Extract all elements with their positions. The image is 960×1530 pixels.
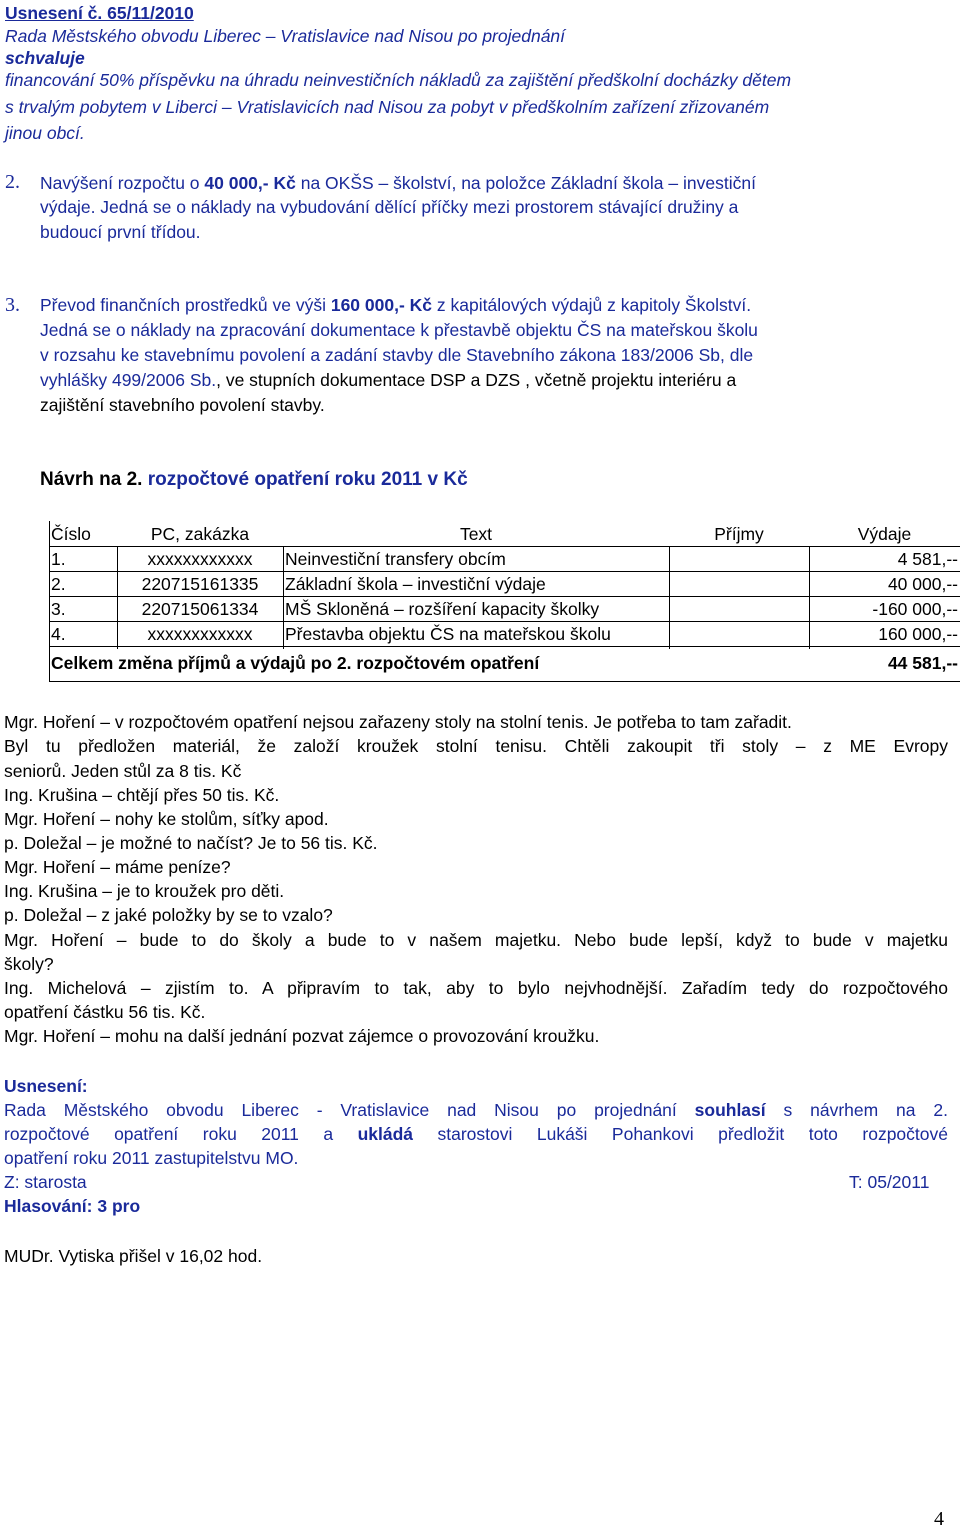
proposal-heading [40, 469, 468, 491]
resolution-line2 [4, 1123, 948, 1145]
resolution-text-line: s trvalým pobytem v Liberci – Vratislavicích nad Nisou za pobyt v předškolním zařízení zřizovaném [5, 97, 770, 117]
resolution-verb: schvaluje [5, 48, 85, 68]
column-header: Číslo [49, 521, 117, 547]
proposal-heading-part: Návrh na 2. [40, 469, 143, 490]
row-income [669, 547, 809, 572]
item2-amount: 40 000,- Kč [204, 173, 296, 193]
column-header: PC, zakázka [117, 521, 283, 547]
item2-line2: výdaje. Jedná se o náklady na vybudování dělící příčky mezi prostorem stávající družiny a [40, 197, 739, 217]
item3-text: z kapitálových výdajů z kapitoly Školství. [432, 295, 752, 315]
discussion-line: Mgr. Hoření – v rozpočtovém opatření nejsou zařazeny stoly na stolní tenis. Je potřeba to tam zařadit. [4, 712, 792, 732]
row-number: 1. [49, 547, 117, 572]
discussion-line: p. Doležal – z jaké položky by se to vzalo? [4, 905, 333, 925]
item3-amount: 160 000,- Kč [330, 295, 433, 315]
row-text: Přestavba objektu ČS na mateřskou školu [283, 622, 669, 647]
total-value: 44 581,-- [887, 653, 958, 673]
item3-line1 [40, 294, 751, 316]
discussion-line: Mgr. Hoření – máme peníze? [4, 857, 231, 877]
resolution-text: Rada Městského obvodu Liberec - Vratislavice nad Nisou po projednání [4, 1100, 695, 1120]
row-text: MŠ Skloněná – rozšíření kapacity školky [283, 597, 669, 622]
discussion-line: Ing. Krušina – je to kroužek pro děti. [4, 881, 285, 901]
row-expense: -160 000,-- [809, 597, 960, 622]
discussion-line: p. Doležal – je možné to načíst? Je to 56 tis. Kč. [4, 833, 378, 853]
deadline: T: 05/2011 [849, 1172, 930, 1192]
row-number: 2. [49, 572, 117, 597]
attendance-note: MUDr. Vytiska přišel v 16,02 hod. [4, 1246, 263, 1266]
resolution-text-line: jinou obcí. [5, 123, 85, 143]
item2-line3: budoucí první třídou. [40, 222, 201, 242]
row-expense: 40 000,-- [809, 572, 960, 597]
row-text: Základní škola – investiční výdaje [283, 572, 669, 597]
resolution-line1 [4, 1099, 948, 1121]
item3-line3: v rozsahu ke stavebnímu povolení a zadání stavby dle Stavebního zákona 183/2006 Sb, dle [40, 345, 754, 365]
column-header: Příjmy [669, 521, 809, 547]
budget-table [49, 521, 960, 679]
item-number: 2. [5, 171, 20, 193]
item2-line1 [40, 172, 756, 194]
row-expense: 160 000,-- [809, 622, 960, 647]
discussion-line: Ing. Krušina – chtějí přes 50 tis. Kč. [4, 785, 280, 805]
resolution-intro: Rada Městského obvodu Liberec – Vratislavice nad Nisou po projednání [5, 26, 566, 46]
table-header-row [49, 521, 960, 547]
discussion-line: Ing. Michelová – zjistím to. A připravím to tak, aby to bylo nejvhodnější. Zařadím tedy do rozpočtového [4, 978, 948, 998]
row-pc: xxxxxxxxxxxx [117, 547, 283, 572]
total-label: Celkem změna příjmů a výdajů po 2. rozpočtovém opatření [51, 653, 540, 673]
table-row [49, 547, 960, 572]
discussion-line: školy? [4, 954, 54, 974]
item3-line2: Jedná se o náklady na zpracování dokumentace k přestavbě objektu ČS na mateřskou školu [40, 320, 758, 340]
row-text: Neinvestiční transfery obcím [283, 547, 669, 572]
table-divider [669, 546, 670, 649]
item3-line4 [40, 369, 736, 391]
row-income [669, 572, 809, 597]
table-divider [117, 546, 118, 649]
resolution-text-line: financování 50% příspěvku na úhradu neinvestičních nákladů za zajištění předškolní docházky dětem [5, 70, 792, 90]
item3-line5: zajištění stavebního povolení stavby. [40, 395, 325, 415]
table-divider [283, 546, 284, 649]
table-row [49, 622, 960, 647]
item2-text: na OKŠS – školství, na položce Základní škola – investiční [295, 173, 756, 193]
resolution-text: starostovi Lukáši Pohankovi předložit toto rozpočtové [413, 1124, 948, 1144]
row-number: 3. [49, 597, 117, 622]
resolution-label: Usnesení: [4, 1076, 88, 1096]
item-number: 3. [5, 294, 20, 316]
item3-text: Převod finančních prostředků ve výši [40, 295, 331, 315]
table-row [49, 572, 960, 597]
discussion-line: Mgr. Hoření – nohy ke stolům, síťky apod. [4, 809, 329, 829]
resolution-text: s návrhem na 2. [765, 1100, 948, 1120]
table-divider [809, 546, 810, 649]
voting-result: Hlasování: 3 pro [4, 1196, 141, 1216]
discussion-line: seniorů. Jeden stůl za 8 tis. Kč [4, 761, 242, 781]
row-pc: xxxxxxxxxxxx [117, 622, 283, 647]
resolution-line3: opatření roku 2011 zastupitelstvu MO. [4, 1148, 299, 1168]
column-header: Text [283, 521, 669, 547]
table-row [49, 597, 960, 622]
discussion-line: opatření částku 56 tis. Kč. [4, 1002, 206, 1022]
resolution-title: Usnesení č. 65/11/2010 [5, 3, 194, 23]
column-header: Výdaje [809, 521, 960, 547]
item2-text: Navýšení rozpočtu o [40, 173, 205, 193]
discussion-line: Mgr. Hoření – bude to do školy a bude to v našem majetku. Nebo bude lepší, když to bude v majetku [4, 930, 948, 950]
row-number: 4. [49, 622, 117, 647]
page-number: 4 [934, 1508, 944, 1530]
row-income [669, 622, 809, 647]
item3-text: , ve stupních dokumentace DSP a DZS , včetně projektu interiéru a [216, 370, 737, 390]
proposal-heading-part: rozpočtové opatření roku 2011 v Kč [142, 469, 468, 490]
responsible-person: Z: starosta [4, 1172, 87, 1192]
row-pc: 220715061334 [117, 597, 283, 622]
table-total-row [49, 647, 960, 680]
resolution-keyword: ukládá [357, 1124, 414, 1144]
row-expense: 4 581,-- [809, 547, 960, 572]
row-income [669, 597, 809, 622]
resolution-text: rozpočtové opatření roku 2011 a [4, 1124, 358, 1144]
item3-text: vyhlášky 499/2006 Sb. [40, 370, 217, 390]
row-pc: 220715161335 [117, 572, 283, 597]
discussion-line: Mgr. Hoření – mohu na další jednání pozvat zájemce o provozování kroužku. [4, 1026, 600, 1046]
resolution-keyword: souhlasí [694, 1100, 766, 1120]
discussion-line: Byl tu předložen materiál, že založí kroužek stolní tenisu. Chtěli zakoupit tři stoly – z ME Evropy [4, 736, 948, 756]
